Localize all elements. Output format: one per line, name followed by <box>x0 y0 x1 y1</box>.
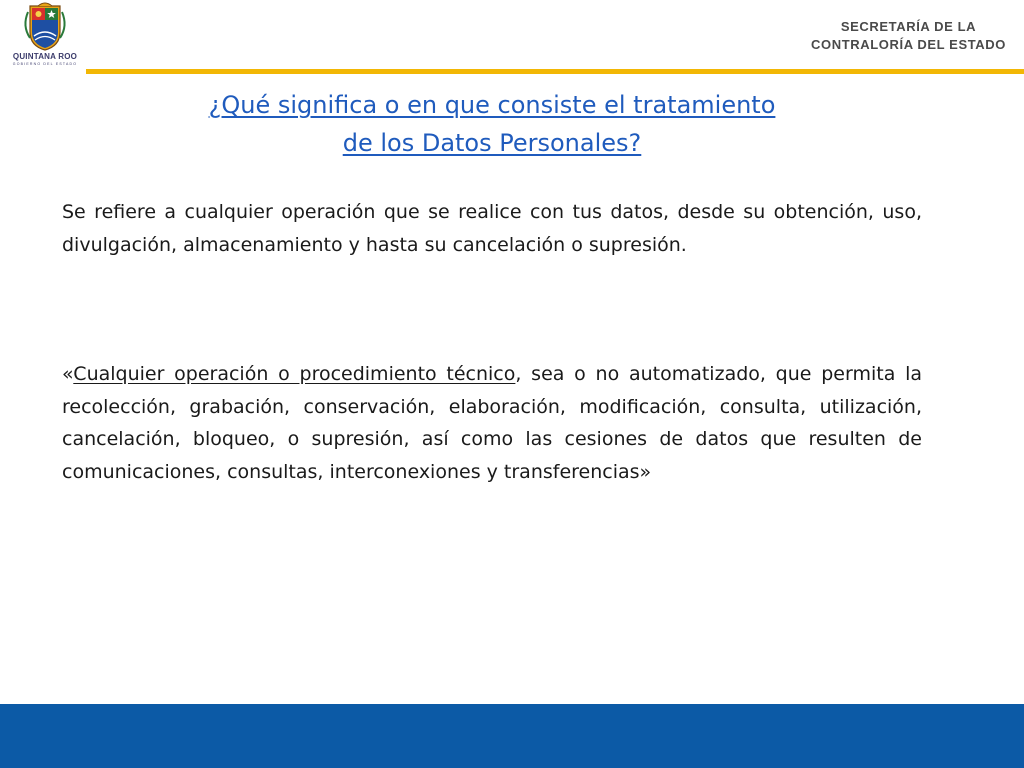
agency-name <box>811 18 1006 54</box>
logo-text: QUINTANA ROO <box>12 52 78 61</box>
paragraph-legal-quote <box>62 358 922 488</box>
footer-bar <box>0 704 1024 768</box>
underlined-phrase: Cualquier operación o procedimiento técnico <box>73 363 516 385</box>
logo-subtext: GOBIERNO DEL ESTADO <box>12 62 78 66</box>
agency-line-2: CONTRALORÍA DEL ESTADO <box>811 37 1006 52</box>
coat-of-arms-icon <box>4 2 86 52</box>
paragraph-definition: Se refiere a cualquier operación que se realice con tus datos, desde su obtención, uso, divulgación, almacenamiento y hasta su cancelación o supresión. <box>62 201 922 256</box>
coat-of-arms-logo <box>4 2 86 68</box>
title-line-2: de los Datos Personales? <box>342 129 642 157</box>
slide-title <box>120 86 864 162</box>
header-divider <box>86 69 1024 74</box>
title-line-1: ¿Qué significa o en que consiste el tratamiento <box>208 91 776 119</box>
open-quote: « <box>62 363 74 385</box>
agency-line-1: SECRETARÍA DE LA <box>840 19 977 34</box>
quote-rest: , sea o no automatizado, que permita la recolección, grabación, conservación, elaboración, modificación, consulta, utilización, cancelación, bloqueo, o supresión, así como las cesiones de datos que resulten de comunicaciones, consultas, interconexiones y transferencias» <box>62 363 923 483</box>
